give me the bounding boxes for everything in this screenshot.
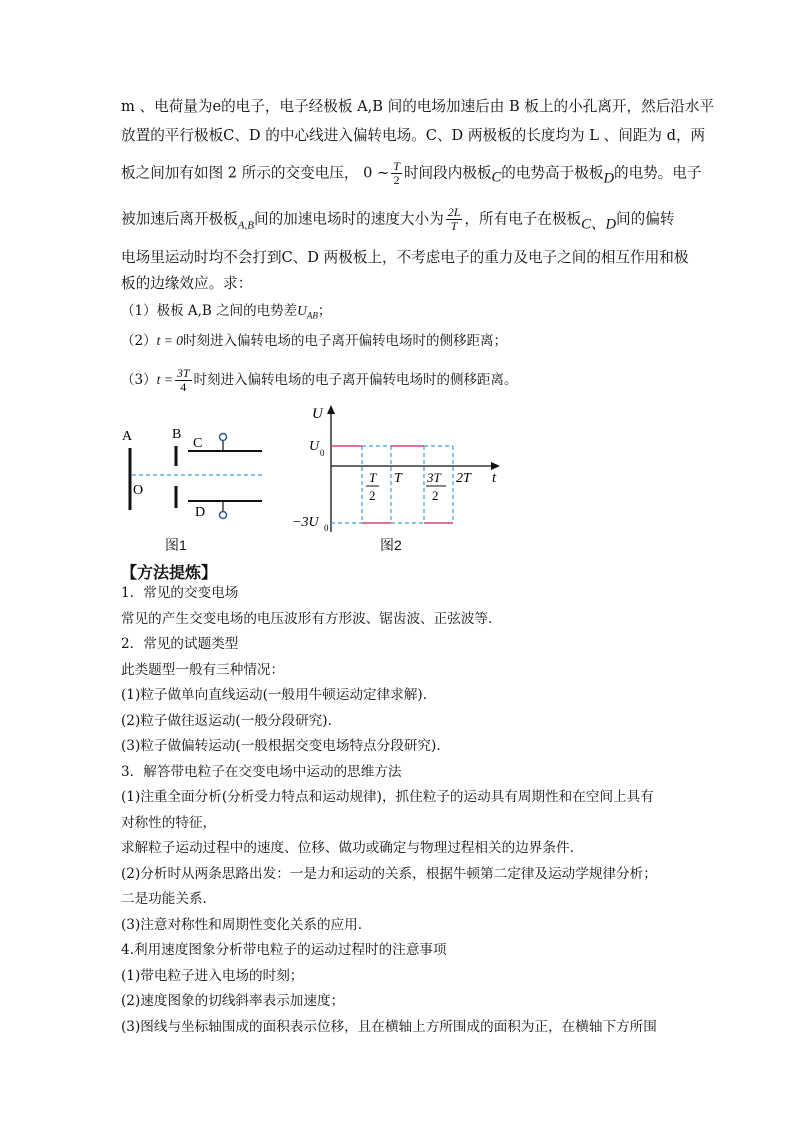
subscript-ab: AB (306, 310, 318, 321)
fraction-denominator: T (450, 219, 458, 233)
u0-label: U (309, 439, 320, 454)
problem-line-5: 电场里运动时均不会打到C、D 两极板上，不考虑电子的重力及电子之间的相互作用和极 (121, 249, 689, 266)
method-line: 二是功能关系. (121, 891, 207, 907)
variable-t: t = 0 (156, 333, 183, 348)
method-line: (2)粒子做往返运动(一般分段研究). (121, 712, 332, 729)
neg-3u0-label: −3U (292, 515, 319, 530)
neg-3u0-subscript: 0 (324, 523, 329, 533)
problem-line-3 (121, 159, 702, 189)
method-line: (3)粒子做偏转运动(一般根据交变电场特点分段研究). (121, 738, 441, 754)
tick-3t-half-den: 2 (432, 488, 439, 503)
method-line: 2．常见的试题类型 (121, 636, 239, 652)
fraction-denominator: 2 (393, 173, 400, 187)
fraction-2L-over-T (446, 206, 463, 233)
question-2 (121, 331, 681, 351)
y-axis-arrow-icon (327, 405, 335, 414)
problem-line-2: 放置的平行极板C、D 的中心线进入偏转电场。C、D 两极板的长度均为 L 、间距为 d，两 (121, 127, 706, 144)
label-d: D (195, 505, 206, 520)
text-segment: 的电势高于极板 (501, 164, 604, 182)
plate-c-symbol: C (491, 169, 502, 186)
y-axis-label: U (312, 406, 323, 422)
question-1 (121, 301, 681, 326)
method-line: (1)注重全面分析(分析受力特点和运动规律)，抓住粒子的运动具有周期性和在空间上具有 (121, 789, 654, 805)
method-line: 求解粒子运动过程中的速度、位移、做功或确定与物理过程相关的边界条件. (121, 840, 574, 856)
text-segment: 间的偏转 (616, 210, 675, 228)
fraction-numerator: 2L (447, 205, 461, 219)
method-line: 对称性的特征， (121, 814, 217, 831)
method-line: (3)注意对称性和周期性变化关系的应用. (121, 916, 363, 933)
figure-1-apparatus (110, 418, 280, 533)
x-axis-label: t (492, 470, 497, 486)
plates-cd-symbol: C、D (581, 216, 617, 233)
tick-t-half-den: 2 (369, 488, 376, 503)
text-segment: ，所有电子在极板 (464, 210, 582, 228)
tick-3t-half-num: 3T (427, 470, 441, 485)
text-segment: 的电势。电子 (613, 164, 702, 182)
text-segment: 间的加速电场时的速度大小为 (253, 210, 444, 228)
method-line: (3)图线与坐标轴围成的面积表示位移，且在横轴上方所围成的面积为正，在横轴下方所围 (121, 1018, 657, 1035)
method-line: 常见的产生交变电场的电压波形有方形波、锯齿波、正弦波等. (121, 610, 493, 627)
plates-ab-symbol: A,B (237, 219, 254, 232)
text-segment: （3） (121, 372, 157, 388)
text-segment: （1）极板 A,B 之间的电势差 (121, 303, 298, 319)
label-o: O (133, 483, 144, 498)
text-segment: （2） (121, 333, 157, 349)
text-segment: 被加速后离开极板 (121, 210, 238, 228)
text-segment: ； (317, 303, 332, 319)
tick-2t: 2T (456, 471, 471, 486)
tick-t: T (394, 471, 402, 486)
method-line: 此类题型一般有三种情况： (121, 661, 285, 678)
method-heading: 【方法提炼】 (121, 563, 218, 582)
label-a: A (122, 429, 133, 444)
fraction-denominator: 4 (180, 380, 187, 394)
variable-t: t = (156, 372, 173, 387)
method-line: 4.利用速度图象分析带电粒子的运动过程时的注意事项 (121, 942, 447, 958)
variable-u: U (297, 303, 307, 318)
tick-t-half-num: T (369, 470, 377, 485)
method-line: (2)速度图象的切线斜率表示加速度； (121, 993, 345, 1009)
method-line: 3．解答带电粒子在交变电场中运动的思维方法 (121, 763, 402, 780)
text-segment: 时刻进入偏转电场的电子离开偏转电场时的侧移距离。 (193, 372, 518, 388)
method-line: 1．常见的交变电场 (121, 585, 239, 601)
method-body (121, 583, 691, 1042)
terminal-c-icon (220, 434, 227, 441)
figure-2-caption: 图2 (380, 537, 402, 553)
problem-line-6: 板的边缘效应。求： (121, 275, 253, 292)
problem-line-4 (121, 206, 681, 236)
text-segment: 时间段内极板 (403, 164, 492, 182)
fraction-numerator: 3T (176, 366, 190, 380)
method-line: (2)分析时从两条思路出发：一是力和运动的关系，根据牛顿第二定律及运动学规律分析； (121, 865, 657, 882)
terminal-d-icon (220, 512, 227, 519)
text-segment: 板之间加有如图 2 所示的交变电压， 0 ~ (121, 164, 390, 182)
label-b: B (172, 427, 182, 442)
fraction-numerator: T (393, 159, 400, 173)
fraction-3T-over-4 (175, 367, 192, 394)
figure-2-voltage-graph (290, 402, 515, 537)
u0-subscript: 0 (320, 448, 325, 458)
text-segment: 时刻进入偏转电场的电子离开偏转电场时的侧移距离； (182, 333, 507, 349)
plate-d-symbol: D (603, 170, 614, 187)
method-line: (1)带电粒子进入电场的时刻； (121, 967, 304, 984)
problem-line-1: m 、电荷量为e的电子，电子经极板 A,B 间的电场加速后由 B 板上的小孔离开，然后沿水平 (121, 98, 715, 115)
fraction-T-over-2 (391, 160, 402, 187)
question-3 (121, 367, 681, 394)
x-axis-arrow-icon (491, 462, 500, 470)
method-line: (1)粒子做单向直线运动(一般用牛顿运动定律求解). (121, 687, 428, 703)
label-c: C (193, 436, 203, 451)
figure-1-caption: 图1 (165, 537, 187, 553)
